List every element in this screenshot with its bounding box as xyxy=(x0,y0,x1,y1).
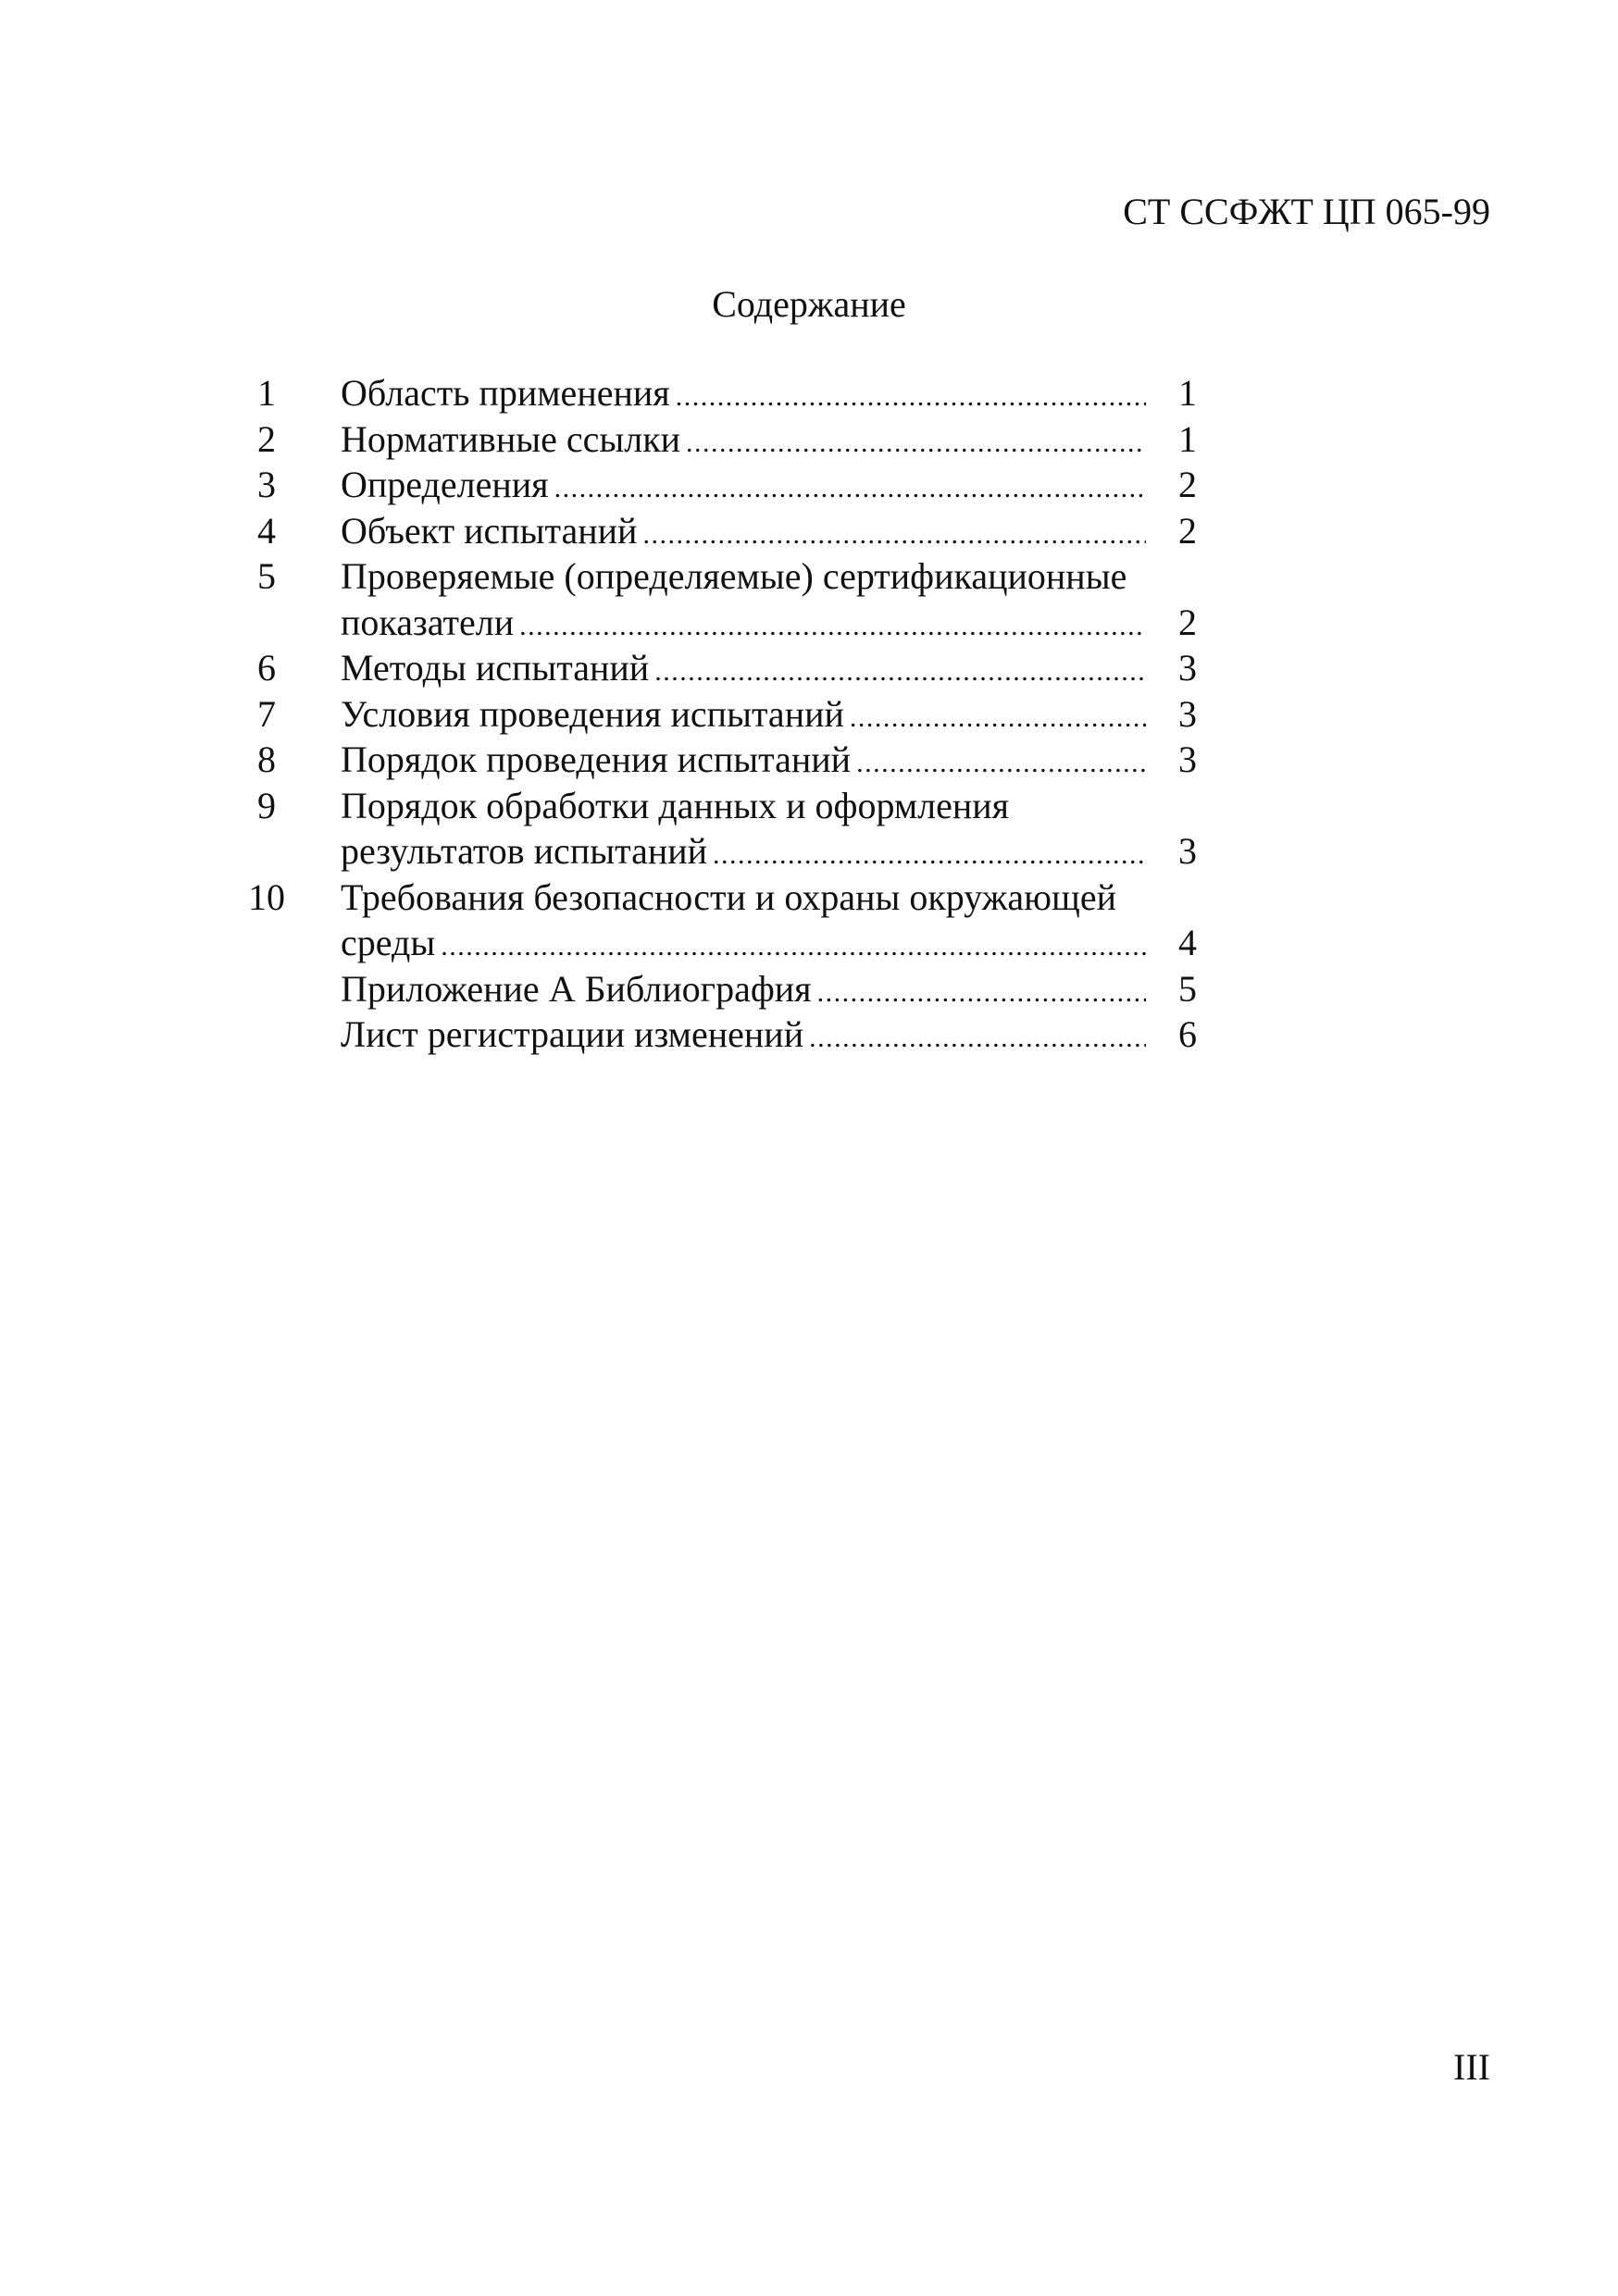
toc-entry-leader xyxy=(341,645,1146,695)
toc-entry-number: 9 xyxy=(257,784,276,826)
dot-leader xyxy=(554,465,1146,512)
toc-entry-row xyxy=(239,370,1238,416)
toc-entry-page: 4 xyxy=(1178,922,1197,963)
dot-leader xyxy=(654,649,1146,695)
toc-entry-title: Область применения xyxy=(341,372,670,414)
toc-entry-title: Условия проведения испытаний xyxy=(341,692,844,735)
toc-entry-leader xyxy=(341,600,1146,650)
dot-leader xyxy=(519,603,1146,650)
toc-entry-title: Приложение А Библиография xyxy=(341,967,812,1010)
toc-entry-leader xyxy=(341,508,1146,558)
toc-entry-number: 3 xyxy=(257,464,276,505)
toc-entry-page: 3 xyxy=(1178,830,1197,872)
toc-entry-title: Порядок обработки данных и оформления xyxy=(341,784,1010,826)
toc-entry-title: Требования безопасности и охраны окружающей xyxy=(341,875,1116,918)
toc-entry-leader xyxy=(341,370,1146,420)
dot-leader xyxy=(856,740,1146,787)
toc-entry-row xyxy=(239,508,1238,554)
toc-entry-page: 1 xyxy=(1178,372,1197,414)
toc-entry-number: 8 xyxy=(257,738,276,780)
dot-leader xyxy=(850,695,1146,741)
toc-entry-title: Определения xyxy=(341,464,549,505)
toc-entry-page: 2 xyxy=(1178,464,1197,505)
dot-leader xyxy=(809,1015,1146,1061)
dot-leader xyxy=(686,420,1146,466)
dot-leader xyxy=(676,374,1146,420)
dot-leader xyxy=(441,924,1146,970)
toc-entry-title: Порядок проведения испытаний xyxy=(341,738,852,780)
toc-entry-row xyxy=(239,553,1238,600)
toc-entry-leader xyxy=(341,416,1146,466)
toc-entry-page: 3 xyxy=(1178,738,1197,780)
toc-entry-number: 6 xyxy=(257,647,276,689)
toc-entry-row xyxy=(239,828,1238,875)
toc-entry-number: 4 xyxy=(257,509,276,552)
toc-entry-leader xyxy=(341,1011,1146,1061)
dot-leader xyxy=(817,970,1146,1016)
toc-entry-row xyxy=(239,691,1238,738)
toc-entry-row xyxy=(239,783,1238,829)
toc-entry-row xyxy=(239,737,1238,783)
toc-entry-leader xyxy=(341,737,1146,787)
toc-entry-leader xyxy=(341,828,1146,878)
toc-entry-number: 2 xyxy=(257,417,276,460)
toc-entry-row xyxy=(239,600,1238,646)
toc-entry-row xyxy=(239,920,1238,966)
toc-entry-page: 3 xyxy=(1178,647,1197,689)
toc-entry-row xyxy=(239,875,1238,921)
toc-entry-row xyxy=(239,1011,1238,1058)
toc-entry-title: Объект испытаний xyxy=(341,509,638,552)
toc-title: Содержание xyxy=(712,283,906,325)
toc-entry-page: 6 xyxy=(1178,1013,1197,1055)
toc-entry-page: 3 xyxy=(1178,692,1197,735)
toc-entry-number: 1 xyxy=(257,372,276,414)
toc-entry-title: Проверяемые (определяемые) сертификационные xyxy=(341,555,1127,597)
toc-entry-row xyxy=(239,645,1238,691)
toc-entry-number: 10 xyxy=(248,875,285,918)
toc-entry-page: 1 xyxy=(1178,417,1197,460)
toc-entry-page: 2 xyxy=(1178,509,1197,552)
toc-entry-row xyxy=(239,416,1238,463)
toc-entry-leader xyxy=(341,966,1146,1016)
toc-entry-number: 5 xyxy=(257,555,276,597)
toc-entry-title: показатели xyxy=(341,601,515,643)
toc-entry-row xyxy=(239,462,1238,508)
dot-leader xyxy=(642,512,1146,558)
toc-entry-row xyxy=(239,966,1238,1012)
dot-leader xyxy=(713,832,1146,878)
table-of-contents xyxy=(239,370,1238,1058)
toc-entry-leader xyxy=(341,691,1146,741)
toc-entry-title: среды xyxy=(341,922,436,963)
toc-entry-title: Нормативные ссылки xyxy=(341,417,681,460)
toc-entry-number: 7 xyxy=(257,692,276,735)
toc-entry-page: 5 xyxy=(1178,967,1197,1010)
toc-entry-title: Лист регистрации изменений xyxy=(341,1013,804,1055)
toc-entry-title: результатов испытаний xyxy=(341,830,708,872)
page-number: III xyxy=(1453,2046,1490,2088)
toc-entry-page: 2 xyxy=(1178,601,1197,643)
document-code: СТ ССФЖТ ЦП 065-99 xyxy=(1123,191,1490,232)
toc-entry-leader xyxy=(341,920,1146,970)
toc-entry-title: Методы испытаний xyxy=(341,647,650,689)
toc-entry-leader xyxy=(341,462,1146,512)
